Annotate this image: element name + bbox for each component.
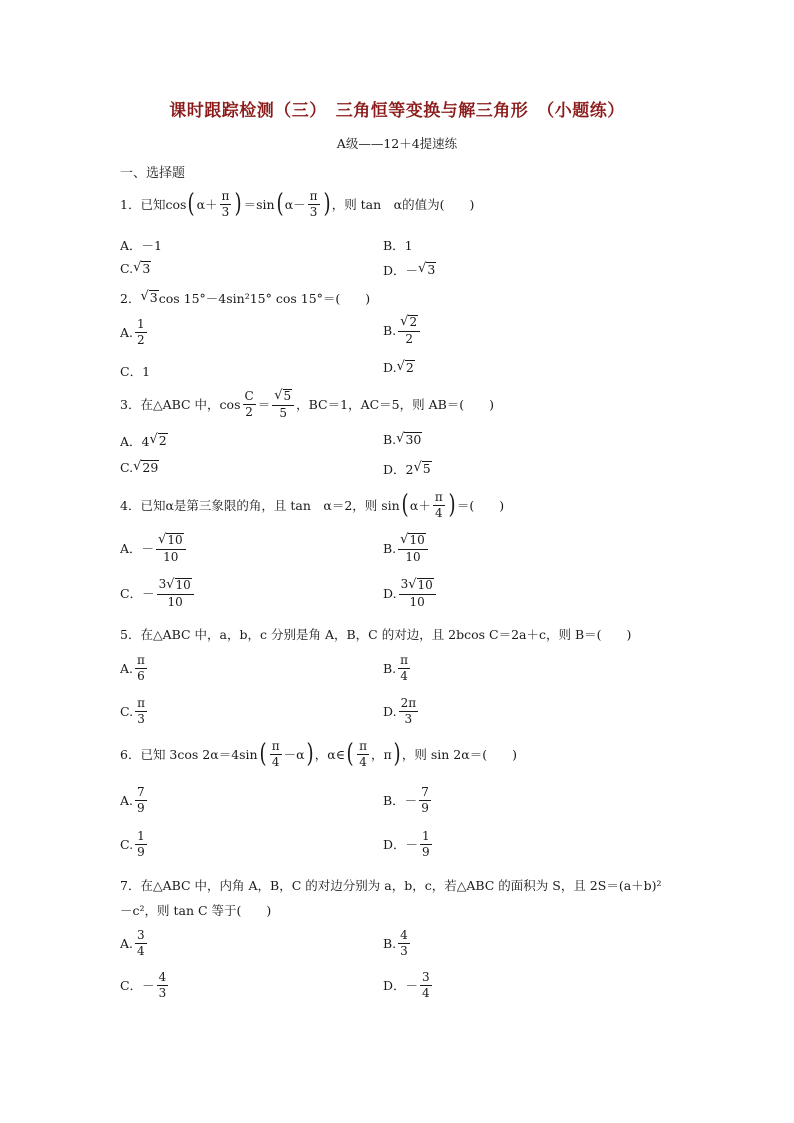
q1-option-d-sqrt: √ 3 bbox=[418, 261, 436, 278]
question-5: 5．在△ABC 中，a，b，c 分别是角 A，B，C 的对边，且 2bcos C＝2a＋c，则 B＝( ) bbox=[120, 627, 632, 642]
q6-option-d-den: 9 bbox=[422, 844, 430, 859]
q2-option-a-num: 1 bbox=[137, 317, 145, 331]
q1-cos: cos bbox=[165, 196, 187, 212]
q3-frac-num: C bbox=[244, 389, 254, 404]
q4-option-d-label: D. bbox=[383, 585, 397, 601]
q7-option-c bbox=[120, 971, 170, 999]
q1-option-a: A．－1 bbox=[120, 238, 162, 253]
q6-suffix: ，则 sin 2α＝( ) bbox=[401, 747, 517, 763]
q2-prefix: 2． bbox=[120, 291, 141, 306]
q1-eq: ＝sin bbox=[243, 197, 275, 213]
q3-option-d-sqrt: √ 5 bbox=[413, 460, 431, 477]
q2-option-d-sqrt: √ 2 bbox=[396, 359, 414, 375]
q3-option-d-label: D．2 bbox=[383, 462, 414, 477]
q3-prefix: 3．在△ABC 中，cos bbox=[120, 397, 241, 413]
q2-option-a-frac bbox=[135, 318, 147, 346]
q7-option-a-num: 3 bbox=[137, 928, 145, 942]
q7-option-d-den: 4 bbox=[422, 985, 430, 1000]
q1-option-d-radicand: 3 bbox=[427, 262, 436, 278]
q4-option-c bbox=[120, 578, 196, 608]
q1-lparen: ( bbox=[187, 189, 196, 220]
q5-option-d-frac bbox=[399, 697, 419, 725]
q2-option-b-radicand: 2 bbox=[409, 315, 418, 329]
q6-option-d bbox=[383, 830, 434, 858]
q3-eq: ＝ bbox=[257, 397, 271, 413]
q4-option-b-den: 10 bbox=[405, 549, 421, 564]
q1-frac2-den: 3 bbox=[309, 204, 318, 219]
q7-option-a-frac bbox=[135, 929, 147, 957]
q6-option-c-num: 1 bbox=[137, 829, 145, 843]
q7-option-a bbox=[120, 929, 149, 957]
q3-option-b-radicand: 30 bbox=[405, 432, 422, 447]
q6-lparen: ( bbox=[259, 739, 267, 770]
q5-option-b-num: π bbox=[400, 653, 409, 667]
q4-frac-den: 4 bbox=[434, 505, 443, 520]
q3-frac bbox=[243, 390, 256, 418]
q4-option-d-frac bbox=[399, 578, 436, 608]
q6-frac1 bbox=[270, 740, 282, 768]
q4-suffix: ＝( ) bbox=[456, 498, 505, 514]
level-subtitle: A级——12＋4提速练 bbox=[336, 136, 458, 151]
q3-option-a bbox=[120, 432, 168, 450]
q6-option-a bbox=[120, 786, 149, 814]
q3-option-d-radicand: 5 bbox=[422, 461, 431, 477]
q4-option-b-label: B. bbox=[383, 540, 397, 556]
q2-sqrt: √ 3 bbox=[140, 289, 158, 306]
q6-frac1-den: 4 bbox=[271, 754, 280, 769]
q6-option-b-label: B．－ bbox=[383, 793, 418, 809]
q3-option-c-label: C. bbox=[120, 460, 134, 476]
question-7-line1: 7．在△ABC 中，内角 A，B，C 的对边分别为 a，b，c，若△ABC 的面积为 S，且 2S＝(a＋b)² bbox=[120, 878, 662, 893]
q3-frac2 bbox=[272, 389, 294, 419]
question-3 bbox=[120, 389, 494, 419]
q6-option-b bbox=[383, 786, 433, 814]
q5-option-c-label: C. bbox=[120, 703, 134, 719]
q4-option-a-radicand: 10 bbox=[167, 533, 183, 547]
q3-option-b bbox=[383, 432, 422, 447]
q5-option-d-den: 3 bbox=[404, 711, 413, 726]
q4-option-d-den: 10 bbox=[409, 594, 425, 609]
q4-option-c-radicand: 10 bbox=[175, 578, 191, 592]
q6-option-b-num: 7 bbox=[421, 785, 429, 799]
q1-option-c-radicand: 3 bbox=[142, 261, 151, 276]
question-4 bbox=[120, 491, 504, 519]
q1-option-d bbox=[383, 261, 436, 279]
q2-option-a bbox=[120, 318, 149, 346]
q6-prefix: 6．已知 3cos 2α＝4sin bbox=[120, 747, 258, 763]
q6-lparen2: ( bbox=[346, 739, 354, 770]
q4-option-b bbox=[383, 533, 430, 563]
q2-option-b-den: 2 bbox=[405, 331, 413, 346]
q3-option-a-radicand: 2 bbox=[158, 433, 167, 449]
q3-suffix: ，BC＝1，AC＝5，则 AB＝( ) bbox=[296, 397, 495, 413]
question-7-line2: －c²，则 tan C 等于( ) bbox=[120, 903, 272, 918]
q7-option-d-label: D．－ bbox=[383, 978, 419, 994]
q6-option-a-frac bbox=[135, 786, 147, 814]
q5-option-a-frac bbox=[135, 654, 147, 682]
q6-minus: －α bbox=[283, 747, 305, 763]
q6-comma-pi: ，π bbox=[371, 747, 392, 763]
q6-mid: ，α∈ bbox=[314, 747, 345, 763]
q1-inner2: α－ bbox=[284, 197, 306, 213]
q7-option-a-den: 4 bbox=[137, 943, 145, 958]
q4-option-b-frac bbox=[398, 533, 428, 563]
q4-option-c-label: C．－ bbox=[120, 586, 155, 602]
q4-rparen: ) bbox=[448, 490, 456, 521]
q6-rparen2: ) bbox=[393, 739, 401, 770]
q5-option-c bbox=[120, 697, 149, 725]
q7-option-d bbox=[383, 971, 434, 999]
q1-suffix: ，则 tan α的值为( ) bbox=[331, 197, 475, 213]
q3-option-b-sqrt: √ 30 bbox=[396, 431, 422, 447]
q5-option-c-frac bbox=[135, 697, 147, 725]
q6-frac2-num: π bbox=[359, 739, 368, 753]
q1-option-c bbox=[120, 261, 151, 276]
q2-option-d-label: D. bbox=[383, 360, 397, 376]
q7-option-d-num: 3 bbox=[422, 970, 430, 984]
q1-inner1: α＋ bbox=[196, 197, 218, 213]
q5-option-d-num: 2π bbox=[400, 696, 417, 710]
q2-option-a-label: A. bbox=[120, 324, 134, 340]
q6-option-b-den: 9 bbox=[421, 800, 429, 815]
q1-option-b: B．1 bbox=[383, 238, 413, 253]
q3-option-c bbox=[120, 460, 159, 475]
q2-option-b-frac bbox=[398, 315, 420, 345]
q6-option-c-frac bbox=[135, 830, 147, 858]
q4-inner: α＋ bbox=[409, 498, 431, 514]
q4-option-a-sqrt: √ 10 bbox=[158, 532, 183, 547]
q1-frac2 bbox=[308, 190, 320, 218]
q7-option-b-frac bbox=[398, 929, 410, 957]
q6-option-a-num: 7 bbox=[137, 785, 145, 799]
q5-option-a-label: A. bbox=[120, 660, 134, 676]
q6-rparen: ) bbox=[306, 739, 314, 770]
q7-option-b-num: 4 bbox=[400, 928, 408, 942]
q3-frac2-den: 5 bbox=[279, 405, 287, 420]
q1-prefix: 1．已知 bbox=[120, 197, 166, 213]
q6-option-b-frac bbox=[419, 786, 431, 814]
q4-option-c-sqrt: √ 10 bbox=[166, 577, 191, 592]
q7-option-c-frac bbox=[157, 971, 169, 999]
q5-option-b bbox=[383, 654, 412, 682]
q7-option-c-den: 3 bbox=[158, 985, 167, 1000]
q6-frac2-den: 4 bbox=[359, 754, 367, 769]
q5-option-c-num: π bbox=[137, 696, 145, 710]
q3-frac-den: 2 bbox=[245, 404, 253, 419]
q5-option-a bbox=[120, 654, 149, 682]
q6-option-d-frac bbox=[420, 830, 432, 858]
q1-lparen2: ( bbox=[276, 189, 284, 220]
q2-radicand: 3 bbox=[149, 290, 158, 306]
page-title: 课时跟踪检测（三） 三角恒等变换与解三角形 （小题练） bbox=[169, 101, 625, 121]
q4-frac-num: π bbox=[434, 490, 443, 504]
q4-option-b-radicand: 10 bbox=[409, 533, 425, 547]
q7-option-b bbox=[383, 929, 412, 957]
q2-option-c: C．1 bbox=[120, 364, 151, 379]
q6-frac1-num: π bbox=[271, 739, 280, 753]
q7-option-b-den: 3 bbox=[400, 943, 408, 958]
q6-option-a-den: 9 bbox=[137, 800, 145, 815]
q3-option-b-label: B. bbox=[383, 432, 397, 448]
q5-option-b-label: B. bbox=[383, 660, 397, 676]
q5-option-c-den: 3 bbox=[137, 711, 145, 726]
q2-option-a-den: 2 bbox=[137, 332, 145, 347]
q4-option-b-sqrt: √ 10 bbox=[400, 532, 425, 547]
q1-option-c-sqrt: √ 3 bbox=[133, 260, 151, 276]
q4-option-a-label: A．－ bbox=[120, 541, 155, 557]
q7-option-a-label: A. bbox=[120, 935, 134, 951]
q4-option-c-den: 10 bbox=[167, 594, 183, 609]
question-2 bbox=[120, 289, 370, 307]
q1-option-c-label: C. bbox=[120, 261, 134, 277]
q6-option-c bbox=[120, 830, 149, 858]
q4-frac bbox=[433, 491, 445, 519]
q4-option-c-coef: 3 bbox=[158, 577, 167, 591]
question-1 bbox=[120, 190, 474, 218]
q6-option-d-label: D．－ bbox=[383, 837, 419, 853]
q5-option-a-num: π bbox=[137, 653, 145, 667]
q4-lparen: ( bbox=[401, 490, 409, 521]
q3-option-c-radicand: 29 bbox=[142, 460, 159, 475]
q1-rparen2: ) bbox=[323, 189, 331, 220]
q2-option-d bbox=[383, 360, 415, 375]
q1-frac1-num: π bbox=[221, 189, 230, 203]
q3-option-d bbox=[383, 460, 432, 478]
q2-option-b-label: B. bbox=[383, 322, 397, 338]
q3-radicand: 5 bbox=[283, 389, 292, 403]
q7-option-d-frac bbox=[420, 971, 432, 999]
q5-option-d bbox=[383, 697, 420, 725]
q6-option-a-label: A. bbox=[120, 792, 134, 808]
q5-option-d-label: D. bbox=[383, 703, 397, 719]
q1-frac2-num: π bbox=[309, 189, 318, 203]
q6-option-c-label: C. bbox=[120, 836, 134, 852]
question-6 bbox=[120, 740, 517, 768]
q7-option-c-num: 4 bbox=[158, 970, 167, 984]
q7-option-b-label: B. bbox=[383, 935, 397, 951]
q5-option-b-den: 4 bbox=[400, 668, 408, 683]
q1-option-d-label: D．－ bbox=[383, 263, 419, 278]
q1-frac1-den: 3 bbox=[221, 204, 230, 219]
q4-option-d-coef: 3 bbox=[400, 577, 409, 591]
q4-option-a-den: 10 bbox=[163, 549, 179, 564]
q3-sqrt: √ 5 bbox=[274, 388, 292, 403]
q1-rparen: ) bbox=[234, 189, 243, 220]
q4-option-d-radicand: 10 bbox=[417, 578, 433, 592]
q4-option-d-sqrt: √ 10 bbox=[408, 577, 433, 592]
section-heading: 一、选择题 bbox=[120, 166, 186, 181]
q4-prefix: 4．已知α是第三象限的角，且 tan α＝2，则 sin bbox=[120, 498, 400, 514]
q3-option-a-label: A．4 bbox=[120, 434, 150, 449]
q2-text: cos 15°－4sin²15° cos 15°＝( ) bbox=[158, 291, 371, 306]
q6-option-d-num: 1 bbox=[422, 829, 430, 843]
q4-option-a bbox=[120, 533, 188, 563]
q7-option-c-label: C．－ bbox=[120, 978, 155, 994]
q4-option-c-frac bbox=[157, 578, 194, 608]
q6-frac2 bbox=[357, 740, 369, 768]
q2-option-b bbox=[383, 315, 422, 345]
q1-frac1 bbox=[220, 190, 232, 218]
q3-option-c-sqrt: √ 29 bbox=[133, 459, 159, 475]
q5-option-a-den: 6 bbox=[137, 668, 145, 683]
q5-option-b-frac bbox=[398, 654, 410, 682]
q3-option-a-sqrt: √ 2 bbox=[149, 432, 167, 449]
q4-option-a-frac bbox=[156, 533, 186, 563]
q4-option-d bbox=[383, 578, 438, 608]
q2-option-b-sqrt: √ 2 bbox=[400, 314, 418, 329]
q6-option-c-den: 9 bbox=[137, 844, 145, 859]
q2-option-d-radicand: 2 bbox=[405, 360, 414, 375]
